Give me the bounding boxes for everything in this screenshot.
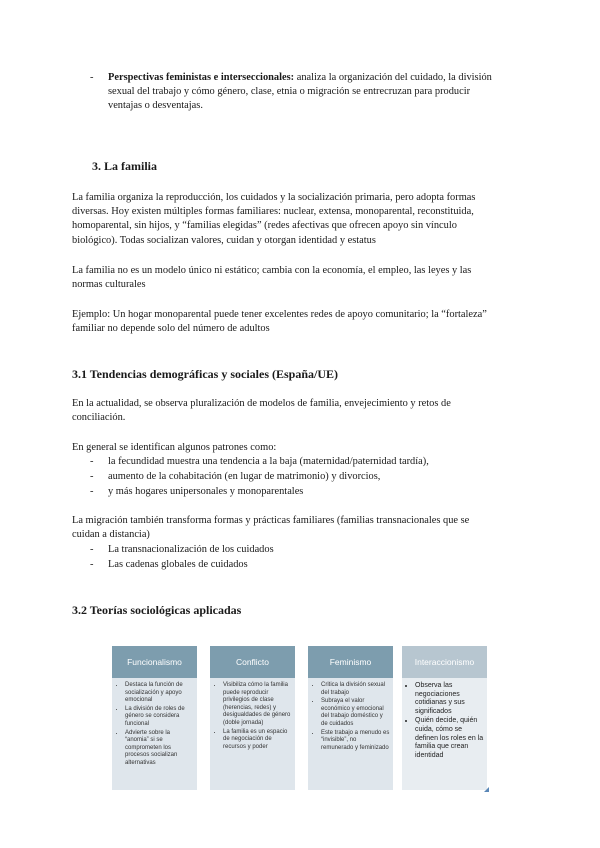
- document-page: - Perspectivas feministas e interseccionales: analiza la organización del cuidado, la división sexual del trabajo y cómo género, clase, etnia o migración se entrecruzan para producir ventajas o desventajas. 3. La familia La familia organiza la reproducción, los cuidados y la socialización primaria, pero adopta formas diversas. Hoy existen múltiples formas familiares: nuclear, extensa, monoparental, reconstituida, homoparental, sin hijos, y “familias elegidas” (redes afectivas que ofrecen apoyo sin vínculo biológico). Todas socializan valores, cuidan y otorgan identidad y estatus La familia no es un modelo único ni estático; cambia con la economía, el empleo, las leyes y las normas culturales Ejemplo: Un hogar monoparental puede tener excelentes redes de apoyo comunitario; la “fortaleza” familiar no depende solo del número de adultos 3.1 Tendencias demográficas y sociales (España/UE) En la actualidad, se observa pluralización de modelos de familia, envejecimiento y retos de conciliación. En general se identifican algunos patrones como: - la fecundidad muestra una tendencia a la baja (maternidad/paternidad tardía), - aumento de la cohabitación (en lugar de matrimonio) y divorcios, - y más hogares unipersonales y monoparentales La migración también transforma formas y prácticas familiares (familias transnacionales que se cuidan a distancia) - La transnacionalización de los cuidados - Las cadenas globales de cuidados 3.2 Teorías sociológicas aplicadas Funcionalismo • Destaca la función de socialización y apoyo emocional • La división de roles de género se considera funcional • Advierte sobre la “anomia” si se comprometen los procesos socializan alternativas Conflicto • Visibiliza cómo la familia puede reproducir privilegios de clase (herencias, redes) y desigualdades de género (doble jornada) • La familia es un espacio de negociación de recursos y poder Feminismo • Critica la división sexual del trabajo • Subraya el valor económico y emocional del trabajo doméstico y de cuidados • Este trabajo a menudo es “invisible”, no remunerado y feminizado Interaccionismo • Observa las negociaciones cotidianas y sus significados • Quién decide, quién cuida, cómo se definen los roles en la familia que crean identidad: [0, 0, 600, 848]
- column-title: Conflicto: [210, 646, 295, 678]
- intro-line2: sexual del trabajo y cómo género, clase, etnia o migración se entrecruzan para producir: [108, 86, 471, 98]
- section-3-paragraph-3: [72, 308, 532, 336]
- intro-line3: ventajas o desventajas.: [108, 100, 203, 112]
- diagram-column-feminismo: [308, 646, 393, 790]
- column-item: • La familia es un espacio de negociación de recursos y poder: [223, 729, 292, 752]
- bullet-dash: -: [90, 471, 94, 482]
- column-item: • Subraya el valor económico y emocional del trabajo doméstico y de cuidados: [321, 698, 390, 728]
- intro-term: Perspectivas feministas e interseccionales:: [108, 72, 295, 83]
- text-line: homoparental, sin hijos, y “familias elegidas” (redes afectivas que ofrecen apoyo sin vínculo: [72, 220, 457, 232]
- column-item: • La división de roles de género se considera funcional: [125, 706, 194, 729]
- text-line: diversas. Hoy existen múltiples formas familiares: nuclear, extensa, monoparental, reconstituida,: [72, 206, 474, 218]
- bullet-dash: -: [90, 72, 94, 83]
- text-line: La migración también transforma formas y prácticas familiares (familias transnacionales que se: [72, 515, 470, 526]
- text-line: La familia no es un modelo único ni estático; cambia con la economía, el empleo, las leyes y las: [72, 265, 472, 276]
- column-title: Interaccionismo: [402, 646, 487, 678]
- section-3-1-heading: 3.1 Tendencias demográficas y sociales (España/UE): [72, 367, 339, 381]
- column-title: Feminismo: [308, 646, 393, 678]
- resize-handle-icon[interactable]: [484, 787, 489, 792]
- text-line: familiar no depende solo del número de adultos: [72, 323, 270, 335]
- text-line: Ejemplo: Un hogar monoparental puede tener excelentes redes de apoyo comunitario; la “fortaleza”: [72, 309, 487, 320]
- intro-line1: analiza la organización del cuidado, la división: [294, 72, 492, 83]
- column-item: • Visibiliza cómo la familia puede reproducir privilegios de clase (herencias, redes) y desigualdades de género (doble jornada): [223, 682, 292, 728]
- column-item: • Observa las negociaciones cotidianas y sus significados: [415, 682, 484, 716]
- column-title: Funcionalismo: [112, 646, 197, 678]
- diagram-column-interaccionismo: [402, 646, 487, 790]
- column-item: • Advierte sobre la “anomia” si se comprometen los procesos socializan alternativas: [125, 730, 194, 768]
- theories-diagram: [112, 646, 490, 792]
- text-line: La familia organiza la reproducción, los cuidados y la socialización primaria, pero adopta formas: [72, 192, 476, 203]
- text-line: biológico). Todas socializan valores, cuidan y otorgan identidad y estatus: [72, 234, 376, 246]
- text-line: cuidan a distancia): [72, 529, 150, 541]
- bullet-dash: -: [90, 544, 94, 555]
- text-line: conciliación.: [72, 412, 126, 424]
- bullet-dash: -: [90, 486, 94, 497]
- column-item: • Quién decide, quién cuida, cómo se definen los roles en la familia que crean identidad: [415, 717, 484, 760]
- diagram-column-conflicto: [210, 646, 295, 790]
- diagram-column-funcionalismo: [112, 646, 197, 790]
- column-item: • Critica la división sexual del trabajo: [321, 682, 390, 697]
- bullet-dash: -: [90, 456, 94, 467]
- section-3-paragraph-2: [72, 264, 532, 292]
- section-3-1-paragraph-2: En general se identifican algunos patrones como:: [72, 442, 277, 453]
- section-3-1-paragraph-3: [72, 514, 532, 542]
- section-3-2-heading: 3.2 Teorías sociológicas aplicadas: [72, 603, 242, 617]
- section-3-paragraph-1: [72, 191, 532, 248]
- text-line: normas culturales: [72, 279, 146, 291]
- column-item: • Destaca la función de socialización y apoyo emocional: [125, 682, 194, 705]
- column-item: • Este trabajo a menudo es “invisible”, no remunerado y feminizado: [321, 730, 390, 753]
- section-3-heading: 3. La familia: [92, 159, 157, 173]
- section-3-1-paragraph-1: [72, 397, 532, 425]
- text-line: En la actualidad, se observa pluralización de modelos de familia, envejecimiento y retos de: [72, 398, 451, 409]
- bullet-dash: -: [90, 559, 94, 570]
